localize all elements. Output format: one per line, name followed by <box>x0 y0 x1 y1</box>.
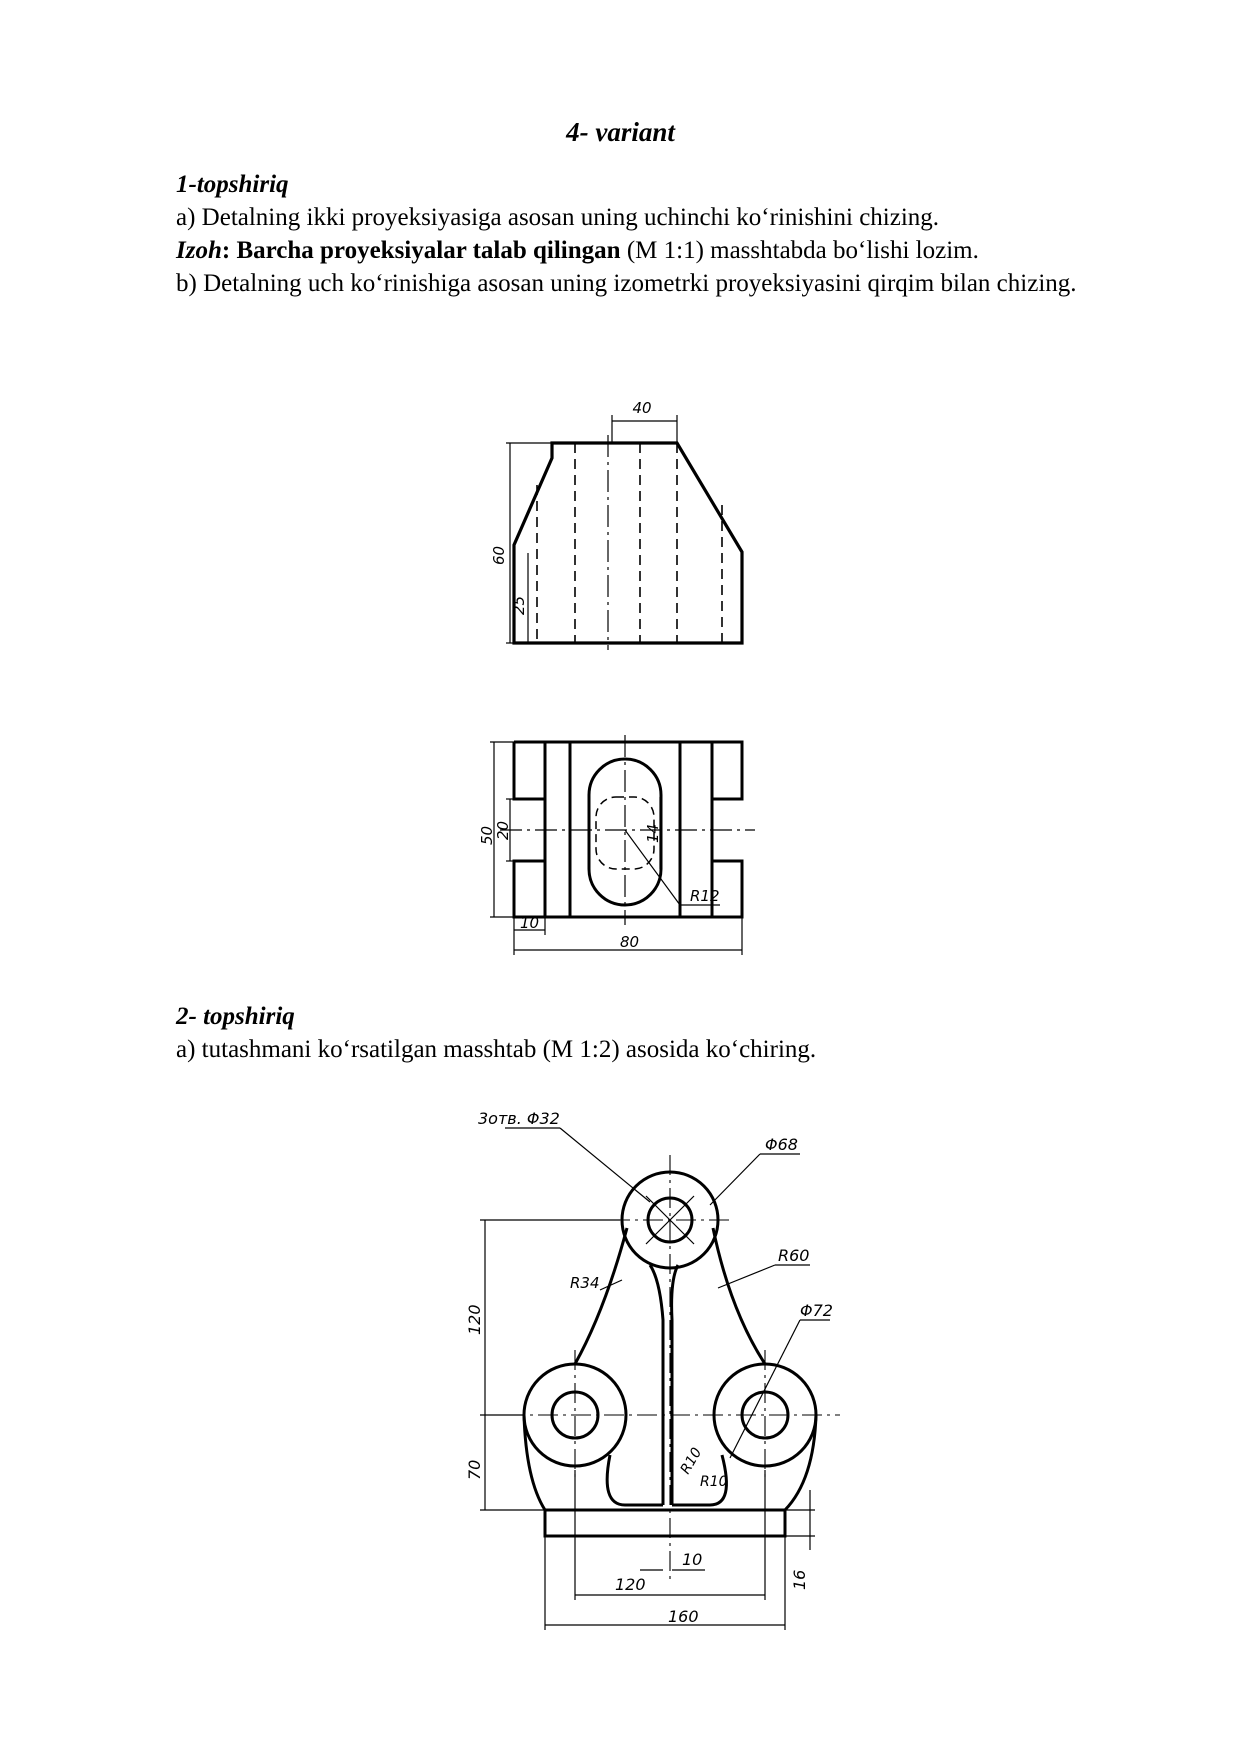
dim-front-top-width: 40 <box>632 399 652 417</box>
dim-top-slot: 20 <box>494 820 512 840</box>
right-foot <box>785 1415 816 1510</box>
dim-top-slot-width: 14 <box>644 823 662 843</box>
label-side-dia: Φ72 <box>800 1301 833 1320</box>
dim-front-base-height: 25 <box>510 595 528 615</box>
note-bold-text: Barcha proyeksiyalar talab qilingan <box>236 237 621 264</box>
page-title: 4- variant <box>566 117 675 147</box>
label-h120: 120 <box>465 1304 484 1335</box>
right-body-arc <box>713 1228 765 1364</box>
drawing2 <box>460 1110 860 1655</box>
task1-heading: 1-topshiriq <box>176 171 289 198</box>
task2-item-a: a) tutashmani ko‘rsatilgan masshtab (M 1:2) asosida ko‘chiring. <box>176 1036 817 1063</box>
note-rest-text: (M 1:1) masshtabda bo‘lishi lozim. <box>626 237 979 264</box>
left-body-arc <box>575 1228 627 1364</box>
note-colon: : <box>221 237 231 264</box>
task1-note <box>176 234 1156 267</box>
label-h70: 70 <box>465 1459 484 1480</box>
label-w120: 120 <box>615 1575 646 1594</box>
task1-section <box>176 168 1156 300</box>
label-w10: 10 <box>682 1550 703 1569</box>
task1-item-b: b) Detalning uch ko‘rinishiga asosan uning izometrki proyeksiyasini qirqim bilan chizing. <box>176 270 1077 297</box>
dim-front-height: 60 <box>490 545 508 565</box>
front-view-outline <box>514 443 742 643</box>
dim-top-depth: 50 <box>478 825 496 845</box>
base-plate <box>545 1510 785 1536</box>
dim-top-radius: R12 <box>690 887 720 905</box>
label-t16: 16 <box>790 1569 809 1590</box>
drawing1 <box>480 385 840 965</box>
label-w160: 160 <box>668 1607 699 1626</box>
note-label: Izoh <box>176 237 222 264</box>
task2-heading: 2- topshiriq <box>176 1003 295 1030</box>
task2-section <box>176 1000 1156 1066</box>
rib-base-left <box>607 1455 663 1505</box>
label-top-dia: Φ68 <box>765 1135 798 1154</box>
label-r60: R60 <box>778 1246 810 1265</box>
label-r34: R34 <box>570 1274 600 1292</box>
label-r10b: R10 <box>700 1474 728 1490</box>
label-holes: 3отв. Φ32 <box>478 1109 560 1128</box>
dim-top-width: 80 <box>620 933 640 951</box>
task1-item-a: a) Detalning ikki proyeksiyasiga asosan uning uchinchi ko‘rinishini chizing. <box>176 204 940 231</box>
dim-top-wall: 10 <box>520 914 540 932</box>
central-rib <box>650 1265 678 1505</box>
label-r10a: R10 <box>677 1445 706 1477</box>
front-view-body <box>514 443 742 643</box>
